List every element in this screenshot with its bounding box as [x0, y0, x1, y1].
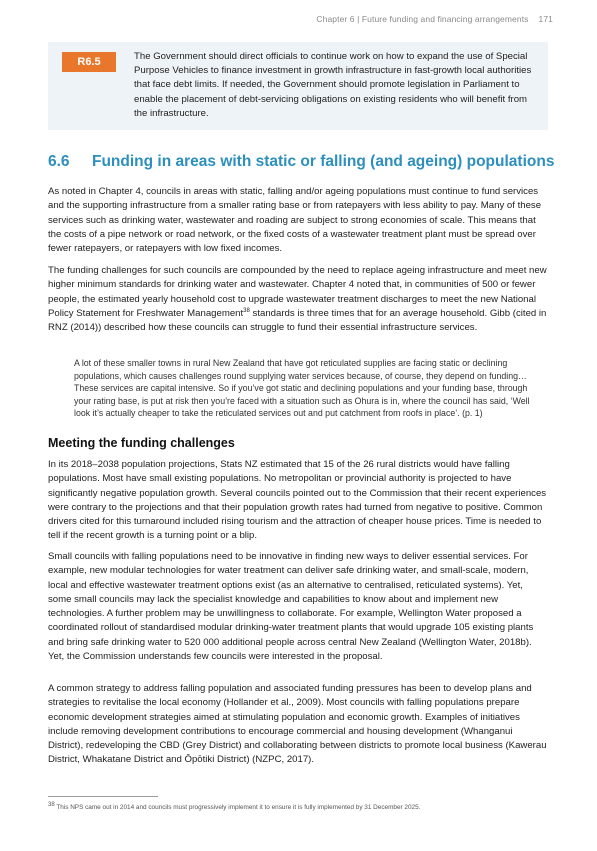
- paragraph-4: Small councils with falling populations need to be innovative in finding new ways to deliver essential services. For example, new modular technologies for water treatment can deliver safe drinking water, and small-scale, modern, local and effective wastewater treatment options exist (as an alternative to centralised, reticulated systems). Yet, some small councils may lack the specialist knowledge and capabilities to know about and implement new technologies. A further problem may be unwillingness to collaborate. For example, Wellington Water proposed a coordinated rollout of standardised modular drinking-water treatment plants that would upgrade 105 existing plants and bring safe drinking water to 520 000 additional people across central New Zealand (Wellington Water, 2018b). Yet, the Commission understands few councils were interested in the proposal.: [48, 551, 534, 663]
- paragraph-2: [48, 264, 548, 335]
- recommendation-box: [48, 42, 548, 130]
- section-number: 6.6: [48, 153, 70, 170]
- footnote-rule: [48, 796, 158, 797]
- running-header: [316, 14, 553, 24]
- footnote-number: 38: [48, 801, 55, 808]
- running-title: Chapter 6 | Future funding and financing arrangements: [316, 14, 529, 24]
- footnote: [48, 803, 548, 812]
- paragraph-3: In its 2018–2038 population projections, Stats NZ estimated that 15 of the 26 rural districts would have falling populations. Most have small existing populations. No metropolitan or provincial authority is projected to have significantly negative population growth. Several councils pointed out to the Commission that their recent experiences were contrary to the projections and that their population growth rates had turned from negative to positive. Common drivers cited for this turnaround included rising tourism and the attraction of cheaper house prices. Time is needed to tell if the recent growth is a turning point or a blip.: [48, 459, 547, 542]
- page-number: 171: [538, 14, 553, 24]
- section-title: Funding in areas with static or falling (and ageing) populations: [92, 153, 555, 170]
- paragraph-1: As noted in Chapter 4, councils in areas with static, falling and/or ageing populations must continue to fund services and the supporting infrastructure from a smaller rating base or from ratepayers with less ability to pay. Many of these services such as drinking water, wastewater and roading are subject to strong economies of scale. This means that the costs of a pipe network or road network, or the fixed costs of a wastewater treatment plant must be spread over fewer ratepayers, or ratepayers with low fixed incomes.: [48, 186, 542, 255]
- recommendation-label: R6.5: [62, 52, 116, 72]
- paragraph-2-text-a: The funding challenges for such councils are compounded by the need to replace ageing infrastructure and meet new higher minimum standards for drinking water and wastewater. Chapter 4 noted that, in communities of 500 or fewer people, the estimated yearly household cost to upgrade wastewater treatment discharges to meet the new National Policy Statement for Freshwater Management: [48, 265, 547, 319]
- recommendation-text: The Government should direct officials to continue work on how to expand the use of Special Purpose Vehicles to finance investment in growth infrastructure in fast-growth local authorities that face debt limits. If needed, the Government should promote legislation in Parliament to enable the placement of debt-servicing obligations on existing residents who will benefit from the infrastructure.: [134, 51, 532, 119]
- section-heading: [48, 153, 568, 171]
- footnote-reference[interactable]: 38: [243, 307, 250, 314]
- footnote-text: This NPS came out in 2014 and councils must progressively implement it to ensure it is fully implemented by 31 December 2025.: [54, 804, 421, 811]
- sub-heading: Meeting the funding challenges: [48, 436, 235, 450]
- block-quote: A lot of these smaller towns in rural New Zealand that have got reticulated supplies are facing static or declining populations, which causes challenges round supplying water services because, of course, they depend on funding…These services are capital intensive. So if you’ve got static and declining populations and your funding base, through your rating base, is put at risk then you’re faced with a situation such as Ohura is in, where the council has said, ‘Well look it’s actually cheaper to take the reticulated services out and put catchment from roofs in place’. (p. 1): [74, 358, 530, 419]
- paragraph-2-text-b: standards is three times that for an average household. Gibb (cited in RNZ (2014)) described how these councils can struggle to fund their essential infrastructure services.: [48, 307, 547, 334]
- paragraph-5: A common strategy to address falling population and associated funding pressures has been to develop plans and strategies to revitalise the local economy (Hollander et al., 2009). Most councils with falling populations prepare economic development strategies aimed at stimulating population and economic growth. Examples of initiatives include removing development contributions to encourage commercial and housing development (Whanganui District), redeveloping the CBD (Grey District) and collaborating between districts to promote local business (Kawerau District, Whakatane District and Ōpōtiki District) (NZPC, 2017).: [48, 683, 547, 766]
